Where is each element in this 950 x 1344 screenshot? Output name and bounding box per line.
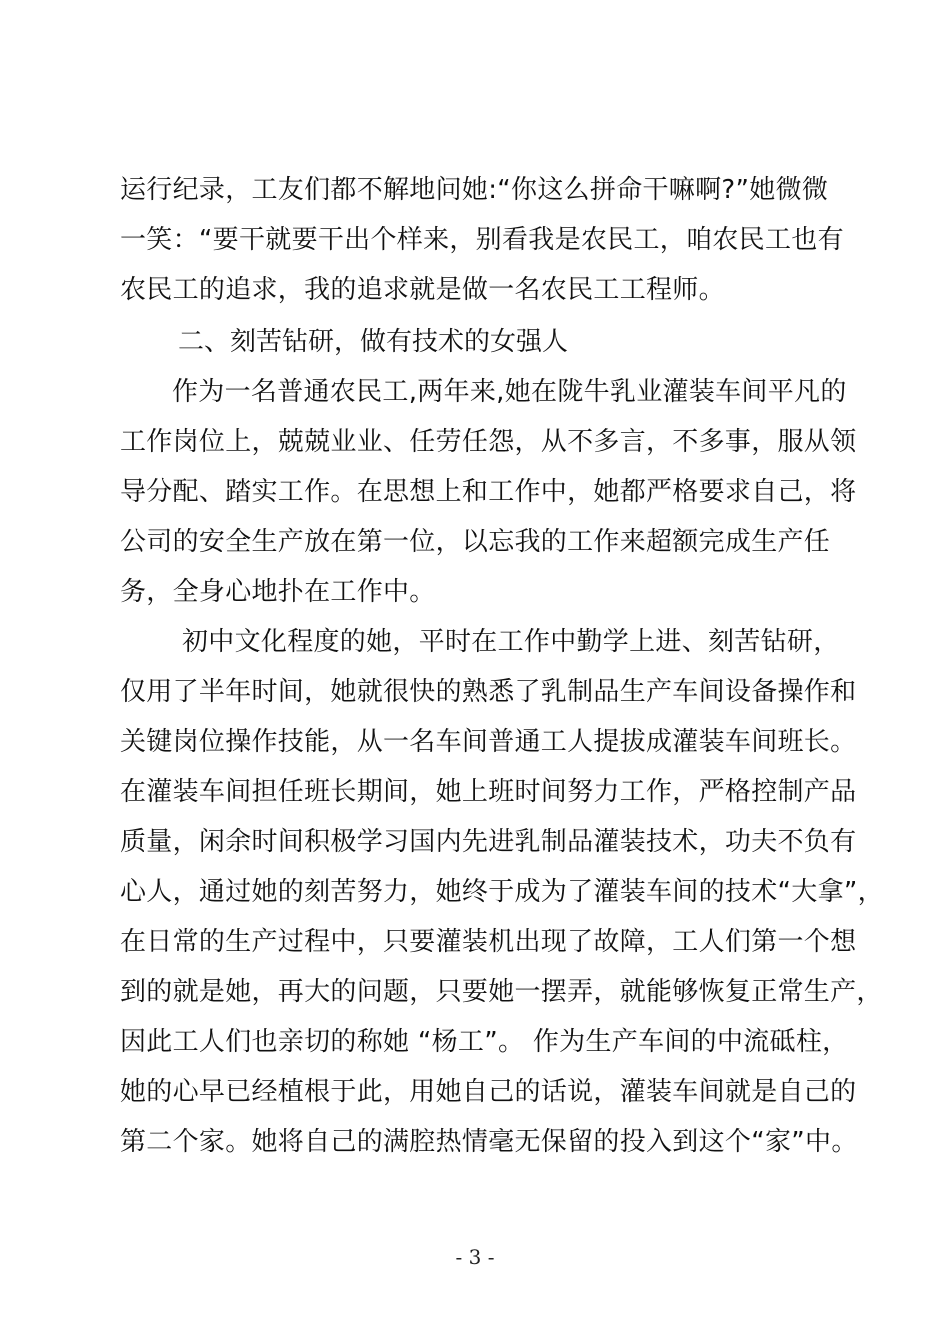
paragraph-3-line-7: 在日常的生产过程中，只要灌装机出现了故障，工人们第一个想 [120, 927, 857, 957]
paragraph-2-line-2: 工作岗位上，兢兢业业、任劳任怨，从不多言，不多事，服从领 [120, 427, 857, 457]
paragraph-1-line-3: 农民工的追求，我的追求就是做一名农民工工程师。 [120, 275, 725, 305]
paragraph-3-line-1: 初中文化程度的她，平时在工作中勤学上进、刻苦钻研， [182, 627, 840, 657]
paragraph-3-line-6: 心人，通过她的刻苦努力，她终于成为了灌装车间的技术“大拿”， [120, 877, 884, 907]
paragraph-3-line-8: 到的就是她，再大的问题，只要她一摆弄，就能够恢复正常生产， [120, 977, 883, 1007]
paragraph-3-line-11: 第二个家。她将自己的满腔热情毫无保留的投入到这个“家”中。 [120, 1127, 858, 1157]
paragraph-2-line-3: 导分配、踏实工作。在思想上和工作中，她都严格要求自己，将 [120, 477, 857, 507]
paragraph-3-line-3: 关键岗位操作技能，从一名车间普通工人提拔成灌装车间班长。 [120, 727, 857, 757]
paragraph-3-line-2: 仅用了半年时间，她就很快的熟悉了乳制品生产车间设备操作和 [120, 677, 857, 707]
paragraph-3-line-4: 在灌装车间担任班长期间，她上班时间努力工作，严格控制产品 [120, 777, 857, 807]
paragraph-2-line-4: 公司的安全生产放在第一位，以忘我的工作来超额完成生产任 [120, 527, 831, 557]
paragraph-2-line-1: 作为一名普通农民工,两年来,她在陇牛乳业灌装车间平凡的 [172, 377, 847, 407]
paragraph-3-line-10: 她的心早已经植根于此，用她自己的话说，灌装车间就是自己的 [120, 1077, 857, 1107]
section-heading: 二、刻苦钻研，做有技术的女强人 [178, 327, 569, 357]
page-number: - 3 - [455, 1245, 495, 1269]
paragraph-1-line-1: 运行纪录，工友们都不解地问她:“你这么拼命干嘛啊?”她微微 [120, 175, 829, 205]
paragraph-3-line-5: 质量，闲余时间积极学习国内先进乳制品灌装技术，功夫不负有 [120, 827, 857, 857]
paragraph-3-line-9: 因此工人们也亲切的称她 “杨工”。 作为生产车间的中流砥柱， [120, 1027, 849, 1057]
paragraph-1-line-2: 一笑：“要干就要干出个样来，别看我是农民工，咱农民工也有 [120, 225, 844, 255]
paragraph-2-line-5: 务，全身心地扑在工作中。 [120, 577, 436, 607]
